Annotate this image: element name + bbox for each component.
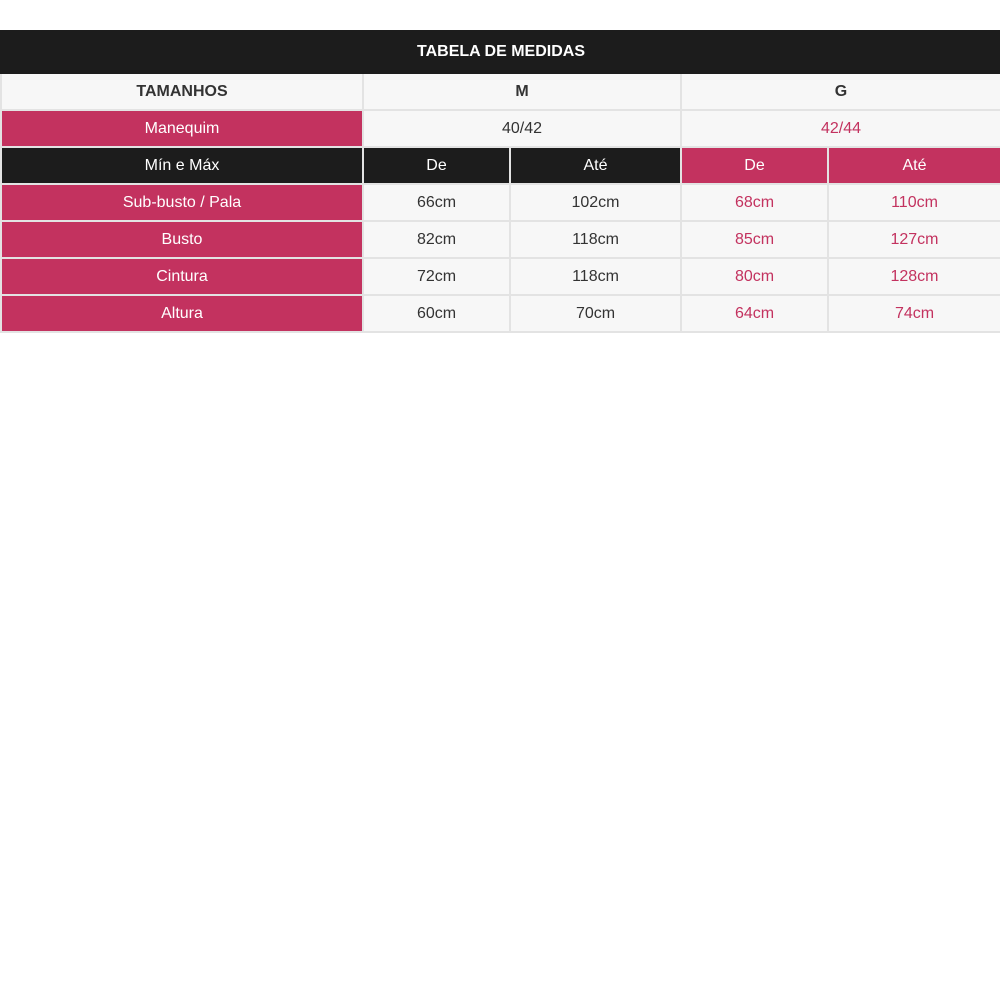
minmax-row (1, 147, 1000, 184)
m-de-header: De (363, 147, 510, 184)
g-ate-value: 127cm (828, 221, 1000, 258)
minmax-label: Mín e Máx (1, 147, 363, 184)
g-ate-value: 128cm (828, 258, 1000, 295)
m-ate-value: 102cm (510, 184, 681, 221)
manequim-m-value: 40/42 (363, 110, 681, 147)
table-row (1, 221, 1000, 258)
measurements-table (0, 30, 1000, 333)
size-m-header: M (363, 73, 681, 110)
g-de-value: 80cm (681, 258, 828, 295)
row-label: Busto (1, 221, 363, 258)
row-label: Altura (1, 295, 363, 332)
g-de-value: 64cm (681, 295, 828, 332)
g-de-value: 85cm (681, 221, 828, 258)
row-label: Cintura (1, 258, 363, 295)
table-row (1, 258, 1000, 295)
g-ate-value: 110cm (828, 184, 1000, 221)
m-ate-value: 118cm (510, 258, 681, 295)
g-de-header: De (681, 147, 828, 184)
table-row (1, 184, 1000, 221)
m-ate-value: 118cm (510, 221, 681, 258)
table-title-row (1, 31, 1000, 73)
table-title: TABELA DE MEDIDAS (1, 31, 1000, 73)
m-de-value: 60cm (363, 295, 510, 332)
manequim-g-value: 42/44 (681, 110, 1000, 147)
m-ate-value: 70cm (510, 295, 681, 332)
manequim-row (1, 110, 1000, 147)
measurements-table-container (0, 30, 1000, 333)
m-de-value: 66cm (363, 184, 510, 221)
manequim-label: Manequim (1, 110, 363, 147)
m-de-value: 82cm (363, 221, 510, 258)
sizes-label: TAMANHOS (1, 73, 363, 110)
table-row (1, 295, 1000, 332)
size-g-header: G (681, 73, 1000, 110)
m-ate-header: Até (510, 147, 681, 184)
g-ate-value: 74cm (828, 295, 1000, 332)
sizes-header-row (1, 73, 1000, 110)
g-ate-header: Até (828, 147, 1000, 184)
g-de-value: 68cm (681, 184, 828, 221)
m-de-value: 72cm (363, 258, 510, 295)
row-label: Sub-busto / Pala (1, 184, 363, 221)
